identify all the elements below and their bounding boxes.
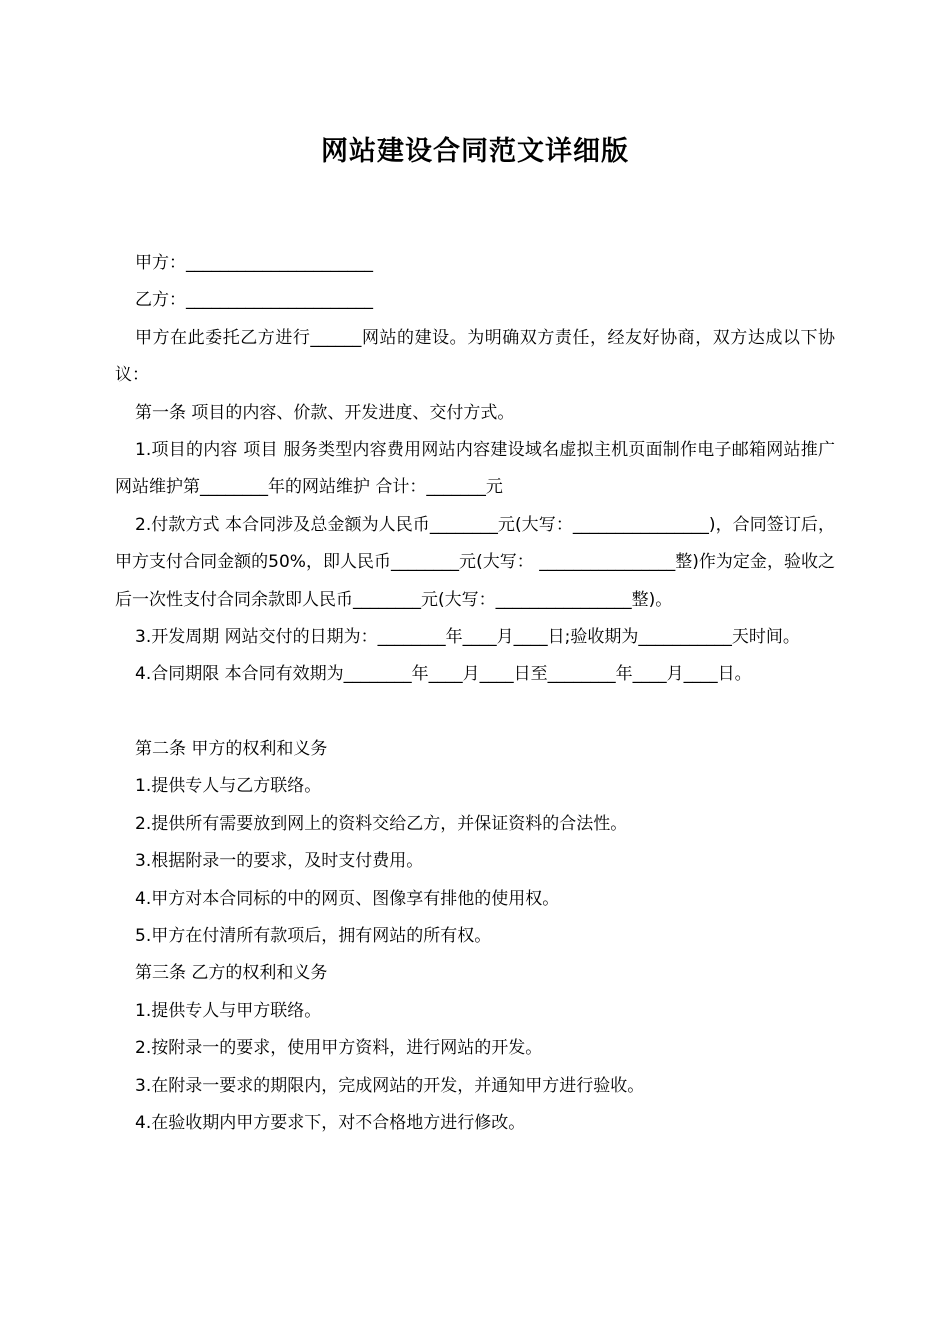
article-3-item-3: 3.在附录一要求的期限内，完成网站的开发，并通知甲方进行验收。 [135, 1075, 645, 1096]
article-2-item-2: 2.提供所有需要放到网上的资料交给乙方，并保证资料的合法性。 [135, 813, 628, 834]
document-title: 网站建设合同范文详细版 [321, 136, 629, 167]
article-2-item-3: 3.根据附录一的要求，及时支付费用。 [135, 851, 424, 872]
article-2-item-4: 4.甲方对本合同标的中的网页、图像享有排他的使用权。 [135, 888, 560, 909]
article-3-heading: 第三条 乙方的权利和义务 [135, 963, 328, 984]
article-1-item-4: 4.合同期限 本合同有效期为________年____月____日至________年____月____日。 [135, 664, 752, 685]
article-1-item-1: 1.项目的内容 项目 服务类型内容费用网站内容建设域名虚拟主机页面制作电子邮箱网站推广网站维护第________年的网站维护 合计：_______元 [115, 440, 835, 498]
article-1-heading: 第一条 项目的内容、价款、开发进度、交付方式。 [135, 402, 515, 423]
article-1-item-2: 2.付款方式 本合同涉及总金额为人民币________元(大写：________________)，合同签订后，甲方支付合同金额的50%，即人民币________元(大写： ________________整)作为定金，验收之后一次性支付合同余款即人民币________元(大写：________________整)。 [115, 514, 835, 610]
article-1-item-3: 3.开发周期 网站交付的日期为：________年____月____日;验收期为___________天时间。 [135, 627, 800, 648]
article-3-item-2: 2.按附录一的要求，使用甲方资料，进行网站的开发。 [135, 1038, 543, 1059]
article-3-item-1: 1.提供专人与甲方联络。 [135, 1000, 322, 1021]
preamble-paragraph: 甲方在此委托乙方进行______网站的建设。为明确双方责任，经友好协商，双方达成以下协议： [115, 327, 835, 386]
party-a-line: 甲方：______________________ [135, 253, 373, 273]
document-body [115, 245, 835, 1142]
article-2-heading: 第二条 甲方的权利和义务 [135, 738, 328, 759]
article-3-item-4: 4.在验收期内甲方要求下，对不合格地方进行修改。 [135, 1112, 526, 1133]
section-spacer [115, 694, 835, 731]
party-b-line: 乙方：______________________ [135, 290, 373, 311]
article-2-item-1: 1.提供专人与乙方联络。 [135, 776, 322, 797]
article-2-item-5: 5.甲方在付清所有款项后，拥有网站的所有权。 [135, 925, 492, 946]
